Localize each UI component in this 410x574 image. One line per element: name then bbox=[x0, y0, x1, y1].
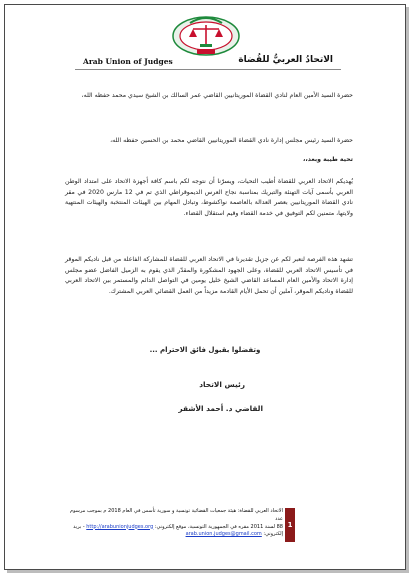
signer-title: رئيس الاتحاد bbox=[199, 380, 245, 389]
email-link[interactable]: arab.union.judges@gmail.com bbox=[185, 531, 262, 538]
salutation-secretary-general: حضرة السيد الأمين العام لنادي القضاة الموريتانيين القاضي عمر السالك بن الشيخ سيدي محمد حفظه الله، bbox=[81, 92, 353, 99]
footer-line-3 bbox=[65, 531, 283, 539]
letter-page bbox=[4, 4, 406, 570]
closing-line: وتفضلوا بقبول فائق الاحترام ... bbox=[149, 346, 261, 354]
footer-line-3-prefix: إلكتروني: bbox=[263, 531, 283, 538]
greeting: تحية طيبة وبعد،، bbox=[303, 156, 353, 163]
footer-line-2-prefix: 88 لسنة 2011 مقره في الجمهورية التونسية، موقع إلكتروني: bbox=[154, 523, 283, 530]
footer-line-1: الاتحاد العربي للقضاة: هيئة جمعيات القضائية تونسية و سورية تأسس في العام 2018 م بموجب مرسوم عدد bbox=[70, 508, 283, 522]
org-name-english: Arab Union of Judges bbox=[83, 57, 173, 66]
signer-name: القاضي د. أحمد الأشقر bbox=[178, 404, 263, 413]
org-name-arabic: الاتحادُ العربيُّ للقُضاة bbox=[238, 55, 333, 65]
footer-line-2 bbox=[65, 524, 283, 532]
letter-body bbox=[5, 5, 405, 569]
footer-info bbox=[65, 508, 283, 539]
paragraph-appreciation: تشهد هذه الفرصة لنعبر لكم عن جزيل تقديرنا في الاتحاد العربي للقضاة للمشاركة الفاعلة من قبل ناديكم الموقر في تأسيس الاتحاد العربي للقضاة، وعلى الجهود المشكورة والمقدّر الذي يقوم به الزميل الفاضل عضو مجلس إدارة الاتحاد والأمين العام المساعد القاضي الشيخ خليل يومين في التواصل الدائم والمستمر بين الاتحاد العربي للقضاة وناديكم الموقر، آملين أن تحمل الأيام القادمة مزيداً من العمل القضائي العربي المشترك. bbox=[65, 256, 353, 295]
page-number-badge: 1 bbox=[285, 508, 295, 542]
paragraph-congratulations: يُهديكم الاتحاد العربي للقضاة أطيب التحيات، ويسرّنا أن نتوجه لكم باسم كافة أجهزة الاتحاد على امتداد الوطن العربي بأسمى آيات التهنئة والتبريك بمناسبة نجاح العرس الديموقراطي الذي تم في 12 مارس 2020 في مقر نادي القضاة الموريتانيين بعصر العدالة بالعاصمة نواكشوط، وتبادل المهام بين الهيئات المنتخبة والهيئات المنتهية ولايتها، متمنين لكم التوفيق في خدمة القضاء وقيم استقلال القضاء. bbox=[65, 178, 353, 217]
salutation-board-president: حضرة السيد رئيس مجلس إدارة نادي القضاة الموريتانيين القاضي محمد بن الحسين حفظه الله، bbox=[110, 137, 353, 144]
footer-line-2-suffix: - بريد bbox=[73, 523, 85, 530]
website-link[interactable]: http://arabunionjudges.org bbox=[86, 523, 154, 530]
